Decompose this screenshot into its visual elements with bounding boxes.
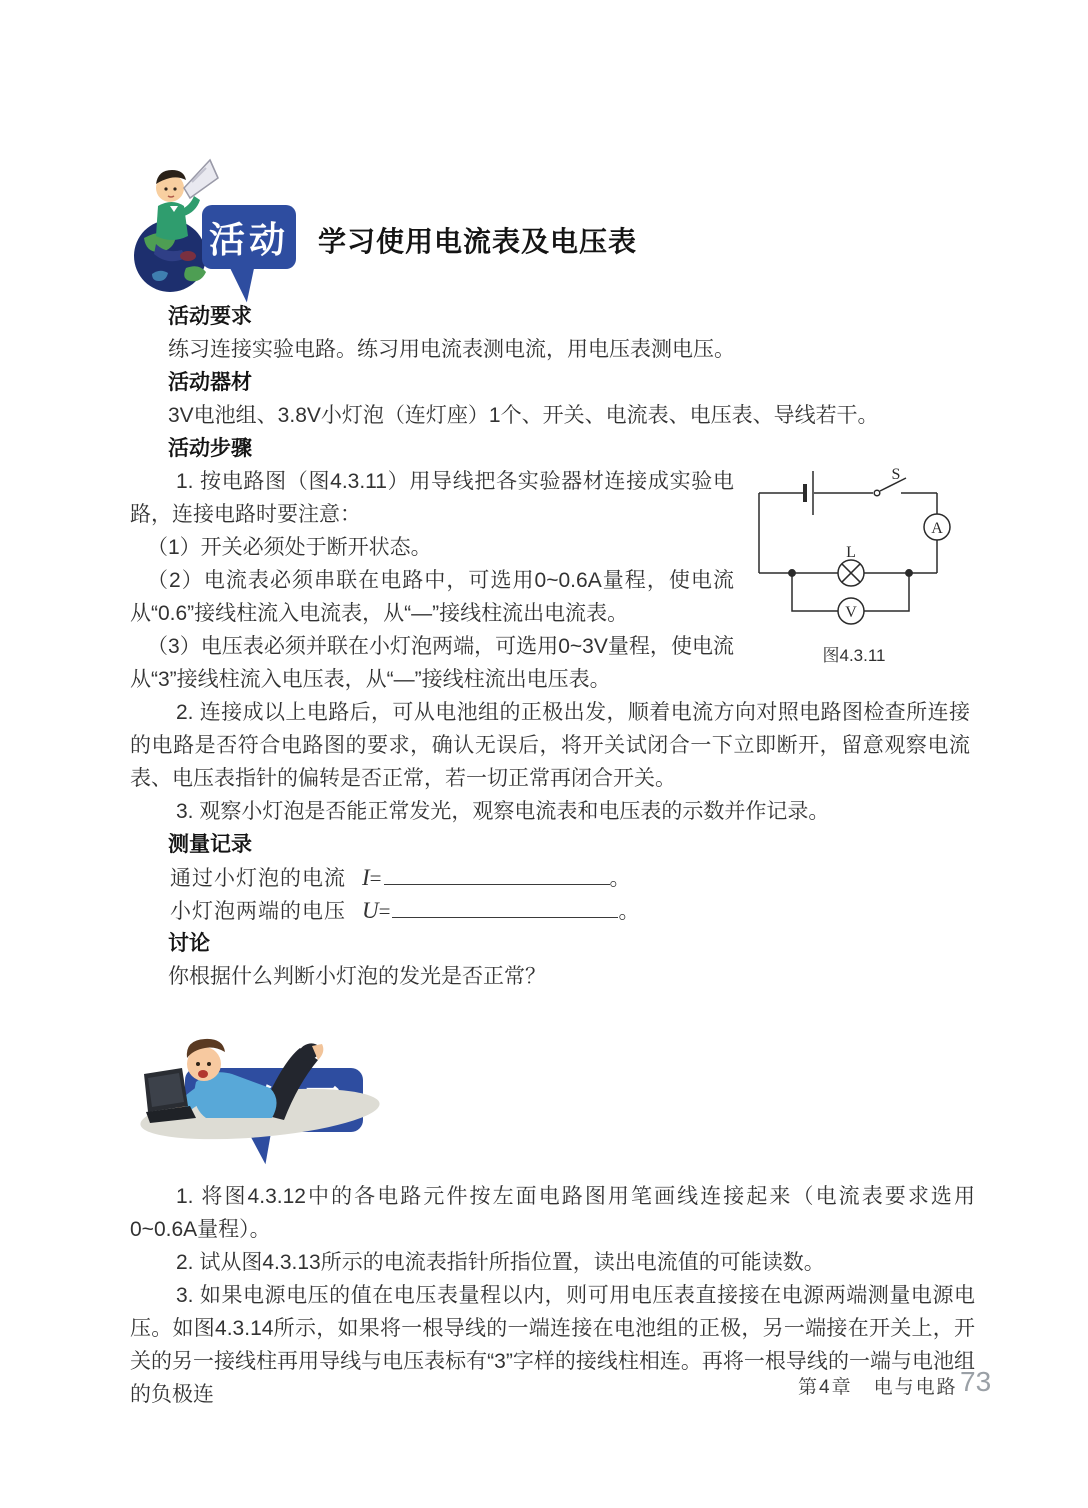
period: 。 <box>618 900 640 923</box>
current-label: 通过小灯泡的电流 <box>170 867 346 890</box>
practice-section-header <box>132 1022 552 1177</box>
switch-pivot <box>874 490 880 496</box>
footer-page-number: 73 <box>960 1366 992 1397</box>
practice-item-3: 3. 如果电源电压的值在电压表量程以内，则可用电压表直接接在电源两端测量电源电压。如图4.3.14所示，如果将一根导线的一端连接在电池组的正极，另一端接在开关上，开关的另一接线柱再用导线与电压表标有“3”字样的接线柱相连。再将一根导线的一端与电池组的负极连 <box>130 1284 975 1406</box>
measurement-heading: 测量记录 <box>168 833 252 856</box>
step-2: 2. 连接成以上电路后，可从电池组的正极出发，顺着电流方向对照电路图检查所连接的电路是否符合电路图的要求，确认无误后，将开关试闭合一下立即断开，留意观察电流表、电压表指针的偏转是否正常，若一切正常再闭合开关。 <box>130 701 970 790</box>
measurement-row-current <box>130 861 970 894</box>
switch-label: S <box>891 466 901 483</box>
steps-heading: 活动步骤 <box>168 437 252 460</box>
circuit-diagram <box>746 465 970 672</box>
materials-text: 3V电池组、3.8V小灯泡（连灯座）1个、开关、电流表、电压表、导线若干。 <box>168 404 879 427</box>
equals-sign: = <box>369 866 382 890</box>
requirements-heading: 活动要求 <box>168 305 252 328</box>
activity-badge: 活动 <box>202 205 296 269</box>
practice-item-2: 2. 试从图4.3.13所示的电流表指针所指位置，读出电流值的可能读数。 <box>176 1251 825 1274</box>
step-1-sub-3: （3）电压表必须并联在小灯泡两端，可选用0~3V量程，使电流从“3”接线柱流入电压表，从“—”接线柱流出电压表。 <box>130 635 734 691</box>
discussion-heading: 讨论 <box>168 932 210 955</box>
voltmeter-label: V <box>845 604 857 621</box>
current-symbol: I <box>362 865 370 890</box>
ammeter-label: A <box>931 520 943 537</box>
figure-caption: 图4.3.11 <box>822 646 886 665</box>
activity-content <box>130 300 970 993</box>
practice-item-1: 1. 将图4.3.12中的各电路元件按左面电路图用笔画线连接起来（电流表要求选用0~0.6A量程）。 <box>130 1185 975 1241</box>
lamp-label: L <box>846 544 856 561</box>
current-fill-in-blank <box>384 881 610 885</box>
materials-heading: 活动器材 <box>168 371 252 394</box>
step-1-sub-2: （2）电流表必须串联在电路中，可选用0~0.6A量程，使电流从“0.6”接线柱流入电流表，从“—”接线柱流出电流表。 <box>130 569 734 625</box>
footer-chapter-label: 第4章 电与电路 <box>798 1377 958 1398</box>
voltage-fill-in-blank <box>392 914 618 918</box>
measurement-row-voltage <box>130 894 970 927</box>
voltage-symbol: U <box>362 898 379 923</box>
equals-sign: = <box>378 899 391 923</box>
voltage-label: 小灯泡两端的电压 <box>170 900 346 923</box>
step-1-sub-1: （1）开关必须处于断开状态。 <box>147 536 432 559</box>
requirements-text: 练习连接实验电路。练习用电流表测电流，用电压表测电压。 <box>168 338 735 361</box>
activity-title: 学习使用电流表及电压表 <box>318 226 638 257</box>
period: 。 <box>609 867 631 890</box>
discussion-text: 你根据什么判断小灯泡的发光是否正常？ <box>168 965 546 988</box>
circuit-figure <box>746 465 970 672</box>
activity-section-header <box>126 148 866 313</box>
step-1-intro: 1. 按电路图（图4.3.11）用导线把各实验器材连接成实验电路，连接电路时要注意： <box>130 470 734 526</box>
practice-mascot-illustration <box>132 1022 392 1144</box>
step-3: 3. 观察小灯泡是否能正常发光，观察电流表和电压表的示数并作记录。 <box>176 800 830 823</box>
activity-badge-tail <box>231 264 263 304</box>
